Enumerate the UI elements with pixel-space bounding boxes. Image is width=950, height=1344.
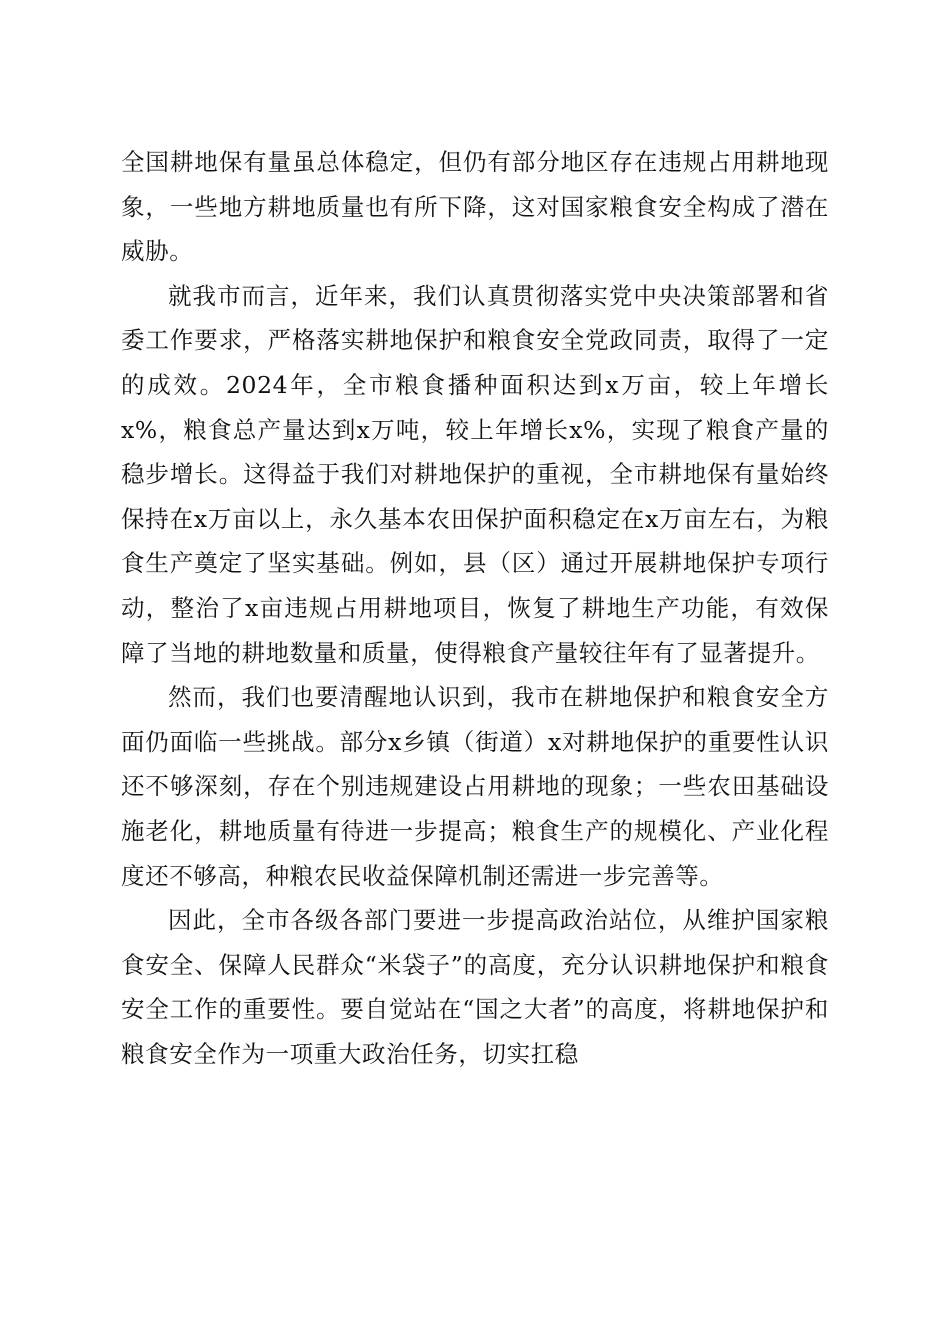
paragraph-3: 然而，我们也要清醒地认识到，我市在耕地保护和粮食安全方面仍面临一些挑战。部分x乡镇（街道）x对耕地保护的重要性认识还不够深刻，存在个别违规建设占用耕地的现象；一些农田基础设施老化，耕地质量有待进一步提高；粮食生产的规模化、产业化程度还不够高，种粮农民收益保障机制还需进一步完善等。 bbox=[121, 683, 829, 890]
paragraph-1: 全国耕地保有量虽总体稳定，但仍有部分地区存在违规占用耕地现象，一些地方耕地质量也有所下降，这对国家粮食安全构成了潜在威胁。 bbox=[121, 148, 829, 266]
paragraph-2: 就我市而言，近年来，我们认真贯彻落实党中央决策部署和省委工作要求，严格落实耕地保护和粮食安全党政同责，取得了一定的成效。2024年，全市粮食播种面积达到x万亩，较上年增长x%，粮食总产量达到x万吨，较上年增长x%，实现了粮食产量的稳步增长。这得益于我们对耕地保护的重视，全市耕地保有量始终保持在x万亩以上，永久基本农田保护面积稳定在x万亩左右，为粮食生产奠定了坚实基础。例如，县（区）通过开展耕地保护专项行动，整治了x亩违规占用耕地项目，恢复了耕地生产功能，有效保障了当地的耕地数量和质量，使得粮食产量较往年有了显著提升。 bbox=[121, 281, 829, 667]
paragraph-4: 因此，全市各级各部门要进一步提高政治站位，从维护国家粮食安全、保障人民群众“米袋子”的高度，充分认识耕地保护和粮食安全工作的重要性。要自觉站在“国之大者”的高度，将耕地保护和粮食安全作为一项重大政治任务，切实扛稳 bbox=[121, 906, 829, 1068]
document-body bbox=[121, 140, 829, 1076]
